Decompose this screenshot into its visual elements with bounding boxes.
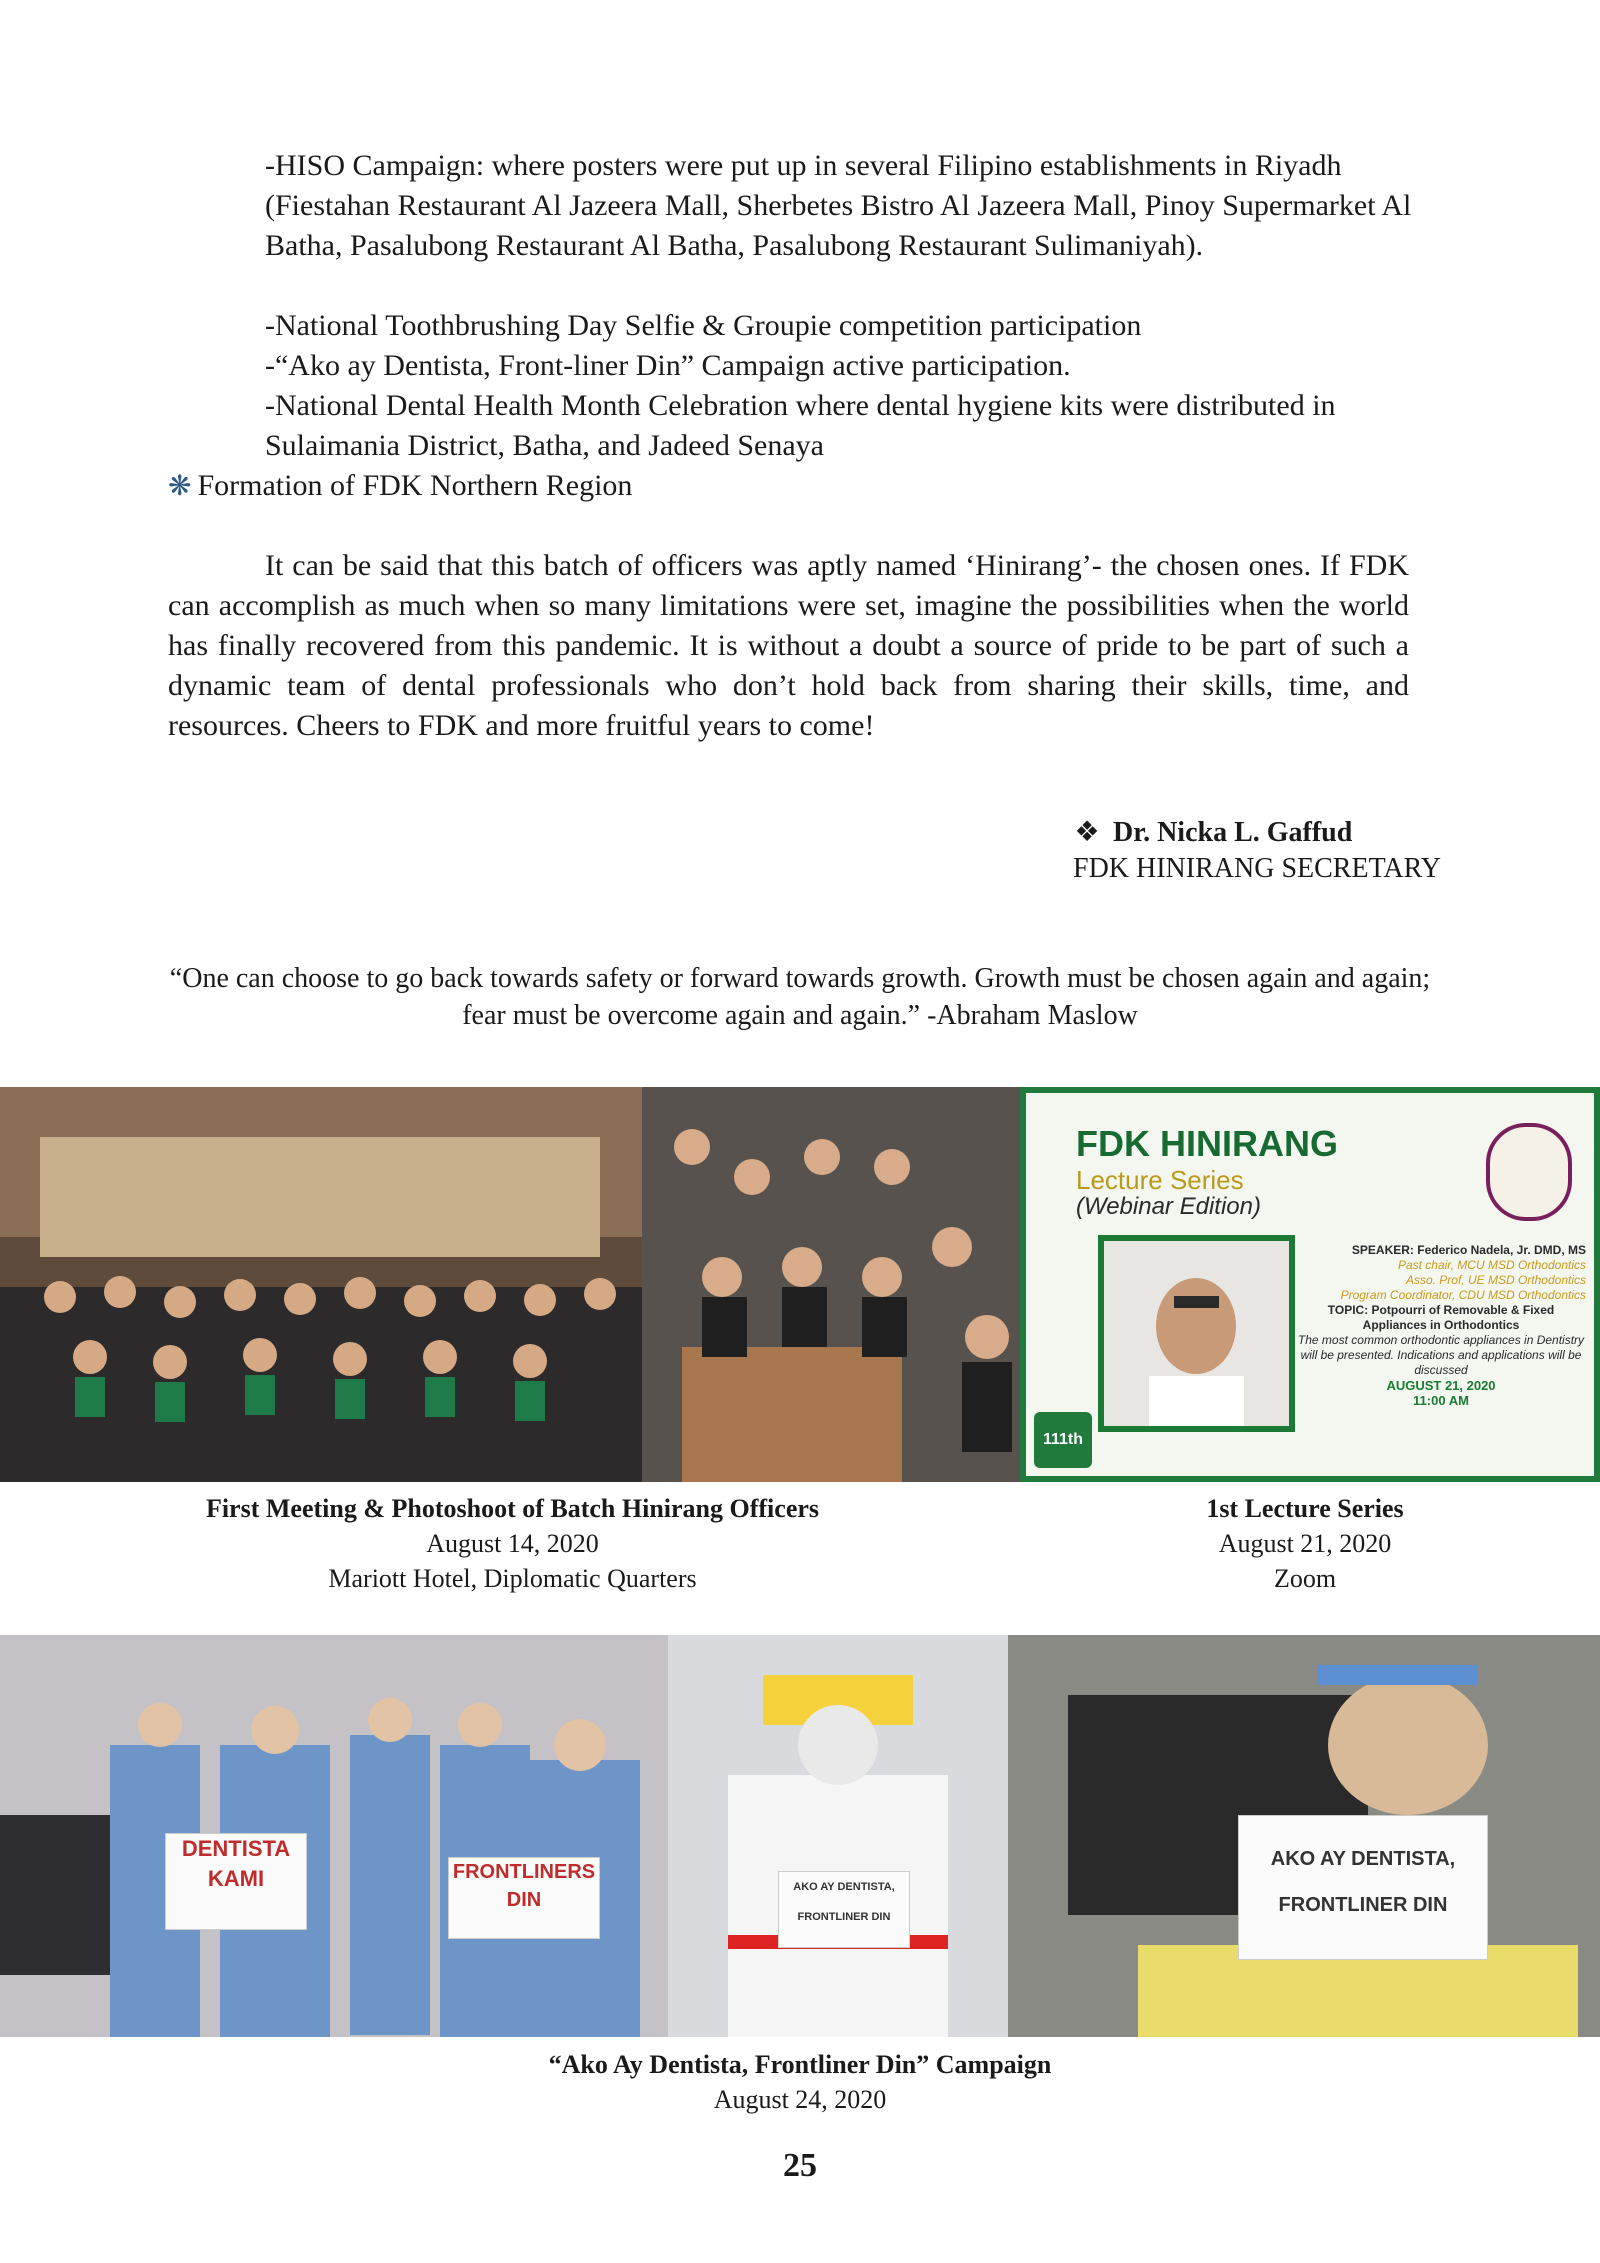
sign-line-2: KAMI <box>207 1866 265 1891</box>
fdk-seal-logo <box>1486 1123 1572 1221</box>
sign-frontliners-din <box>448 1857 600 1939</box>
speaker-credential-2: Asso. Prof, UE MSD Orthodontics <box>1405 1273 1586 1287</box>
caption-place: Mariott Hotel, Diplomatic Quarters <box>328 1564 697 1593</box>
poster-time: 11:00 AM <box>1413 1393 1469 1408</box>
body-paragraph: It can be said that this batch of officers was aptly named ‘Hinirang’- the chosen ones. If FDK can accomplish as much when so many limitations were set, imagine the possibilities when the world has finally recovered from this pandemic. It is without a doubt a source of pride to be part of such a dynamic team of dental professionals who don’t hold back from sharing their skills, time, and resources. Cheers to FDK and more fruitful years to come! <box>168 549 1409 742</box>
group-photo-officers <box>0 1087 642 1482</box>
dinner-photo-illustration <box>642 1087 1020 1482</box>
sign-line-1: AKO AY DENTISTA, <box>1270 1848 1456 1870</box>
caption-title: First Meeting & Photoshoot of Batch Hinirang Officers <box>205 1494 820 1523</box>
team-photo-illustration <box>0 1635 668 2037</box>
formation-text: Formation of FDK Northern Region <box>197 469 633 502</box>
list-item-formation <box>168 466 632 507</box>
poster-details <box>1296 1243 1586 1408</box>
poster-edition: (Webinar Edition) <box>1076 1193 1261 1220</box>
caption-place: Zoom <box>1273 1564 1337 1593</box>
speaker-portrait <box>1104 1241 1289 1426</box>
speaker-credential-1: Past chair, MCU MSD Orthodontics <box>1397 1258 1586 1272</box>
sign-ako-ay-dentista-large <box>1238 1815 1488 1960</box>
sign-line-1: AKO AY DENTISTA, <box>793 1881 895 1893</box>
caption-date: August 24, 2020 <box>713 2085 887 2114</box>
caption-first-meeting <box>140 1491 885 1596</box>
lecture-poster <box>1020 1087 1600 1482</box>
list-item-ako: -“Ako ay Dentista, Front-liner Din” Campaign active participation. <box>265 349 1071 382</box>
campaign-photo-closeup <box>1008 1635 1600 2037</box>
sign-line-2: FRONTLINER DIN <box>797 1911 891 1923</box>
caption-date: August 21, 2020 <box>1218 1529 1392 1558</box>
caption-lecture-series <box>1150 1491 1460 1596</box>
caption-title: “Ako Ay Dentista, Frontliner Din” Campaign <box>548 2050 1052 2079</box>
poster-date: AUGUST 21, 2020 <box>1386 1378 1496 1393</box>
campaign-photo-team <box>0 1635 668 2037</box>
sign-ako-ay-dentista-small <box>778 1871 910 1948</box>
signature-name: Dr. Nicka L. Gaffud <box>1113 817 1353 848</box>
sign-line-2: FRONTLINER DIN <box>1278 1894 1448 1916</box>
poster-speaker-line <box>1296 1243 1586 1258</box>
signature-block <box>1073 815 1493 887</box>
sign-line-1: FRONTLINERS <box>452 1861 596 1883</box>
group-photo-illustration <box>0 1087 642 1482</box>
signature-title: FDK HINIRANG SECRETARY <box>1073 853 1442 884</box>
caption-campaign <box>400 2047 1200 2117</box>
caption-title: 1st Lecture Series <box>1206 1494 1404 1523</box>
maslow-quote: “One can choose to go back towards safety or forward towards growth. Growth must be chosen again and again; fear must be overcome again and again.” -Abraham Maslow <box>169 963 1431 1031</box>
speaker-credential-3: Program Coordinator, CDU MSD Orthodontics <box>1340 1288 1586 1302</box>
caption-date: August 14, 2020 <box>426 1529 599 1558</box>
list-item-toothbrushing: -National Toothbrushing Day Selfie & Groupie competition participation <box>265 309 1142 342</box>
poster-title: FDK HINIRANG <box>1076 1123 1338 1164</box>
bullet-star-icon: ❋ <box>168 471 192 502</box>
topic-text: Potpourri of Removable & Fixed Appliances in Orthodontics <box>1362 1303 1555 1332</box>
sign-line-2: DIN <box>506 1889 542 1911</box>
speaker-name: Federico Nadela, Jr. DMD, MS <box>1417 1243 1586 1257</box>
anniversary-badge: 111th <box>1034 1412 1092 1468</box>
topic-label: TOPIC: <box>1327 1303 1369 1317</box>
page-number: 25 <box>783 2147 817 2184</box>
campaign-photo-ppe <box>668 1635 1008 2037</box>
sign-line-1: DENTISTA <box>181 1836 291 1861</box>
list-item-hiso: -HISO Campaign: where posters were put up in several Filipino establishments in Riyadh (Fiestahan Restaurant Al Jazeera Mall, Sherbetes Bistro Al Jazeera Mall, Pinoy Supermarket Al Batha, Pasalubong Restaurant Al Batha, Pasalubong Restaurant Sulimaniyah). <box>265 149 1412 262</box>
group-photo-dinner <box>642 1087 1020 1482</box>
poster-topic <box>1296 1303 1586 1333</box>
poster-subtitle: Lecture Series <box>1076 1165 1244 1195</box>
ppe-photo-illustration <box>668 1635 1008 2037</box>
speaker-label: SPEAKER: <box>1351 1243 1414 1257</box>
poster-description: The most common orthodontic appliances in Dentistry will be presented. Indications and applications will be discussed <box>1297 1333 1585 1377</box>
diamond-icon: ❖ <box>1074 817 1100 848</box>
list-item-ndhm: -National Dental Health Month Celebration where dental hygiene kits were distributed in Sulaimania District, Batha, and Jadeed Senaya <box>265 389 1336 462</box>
sign-dentista-kami <box>165 1833 307 1930</box>
speaker-photo <box>1098 1235 1295 1432</box>
